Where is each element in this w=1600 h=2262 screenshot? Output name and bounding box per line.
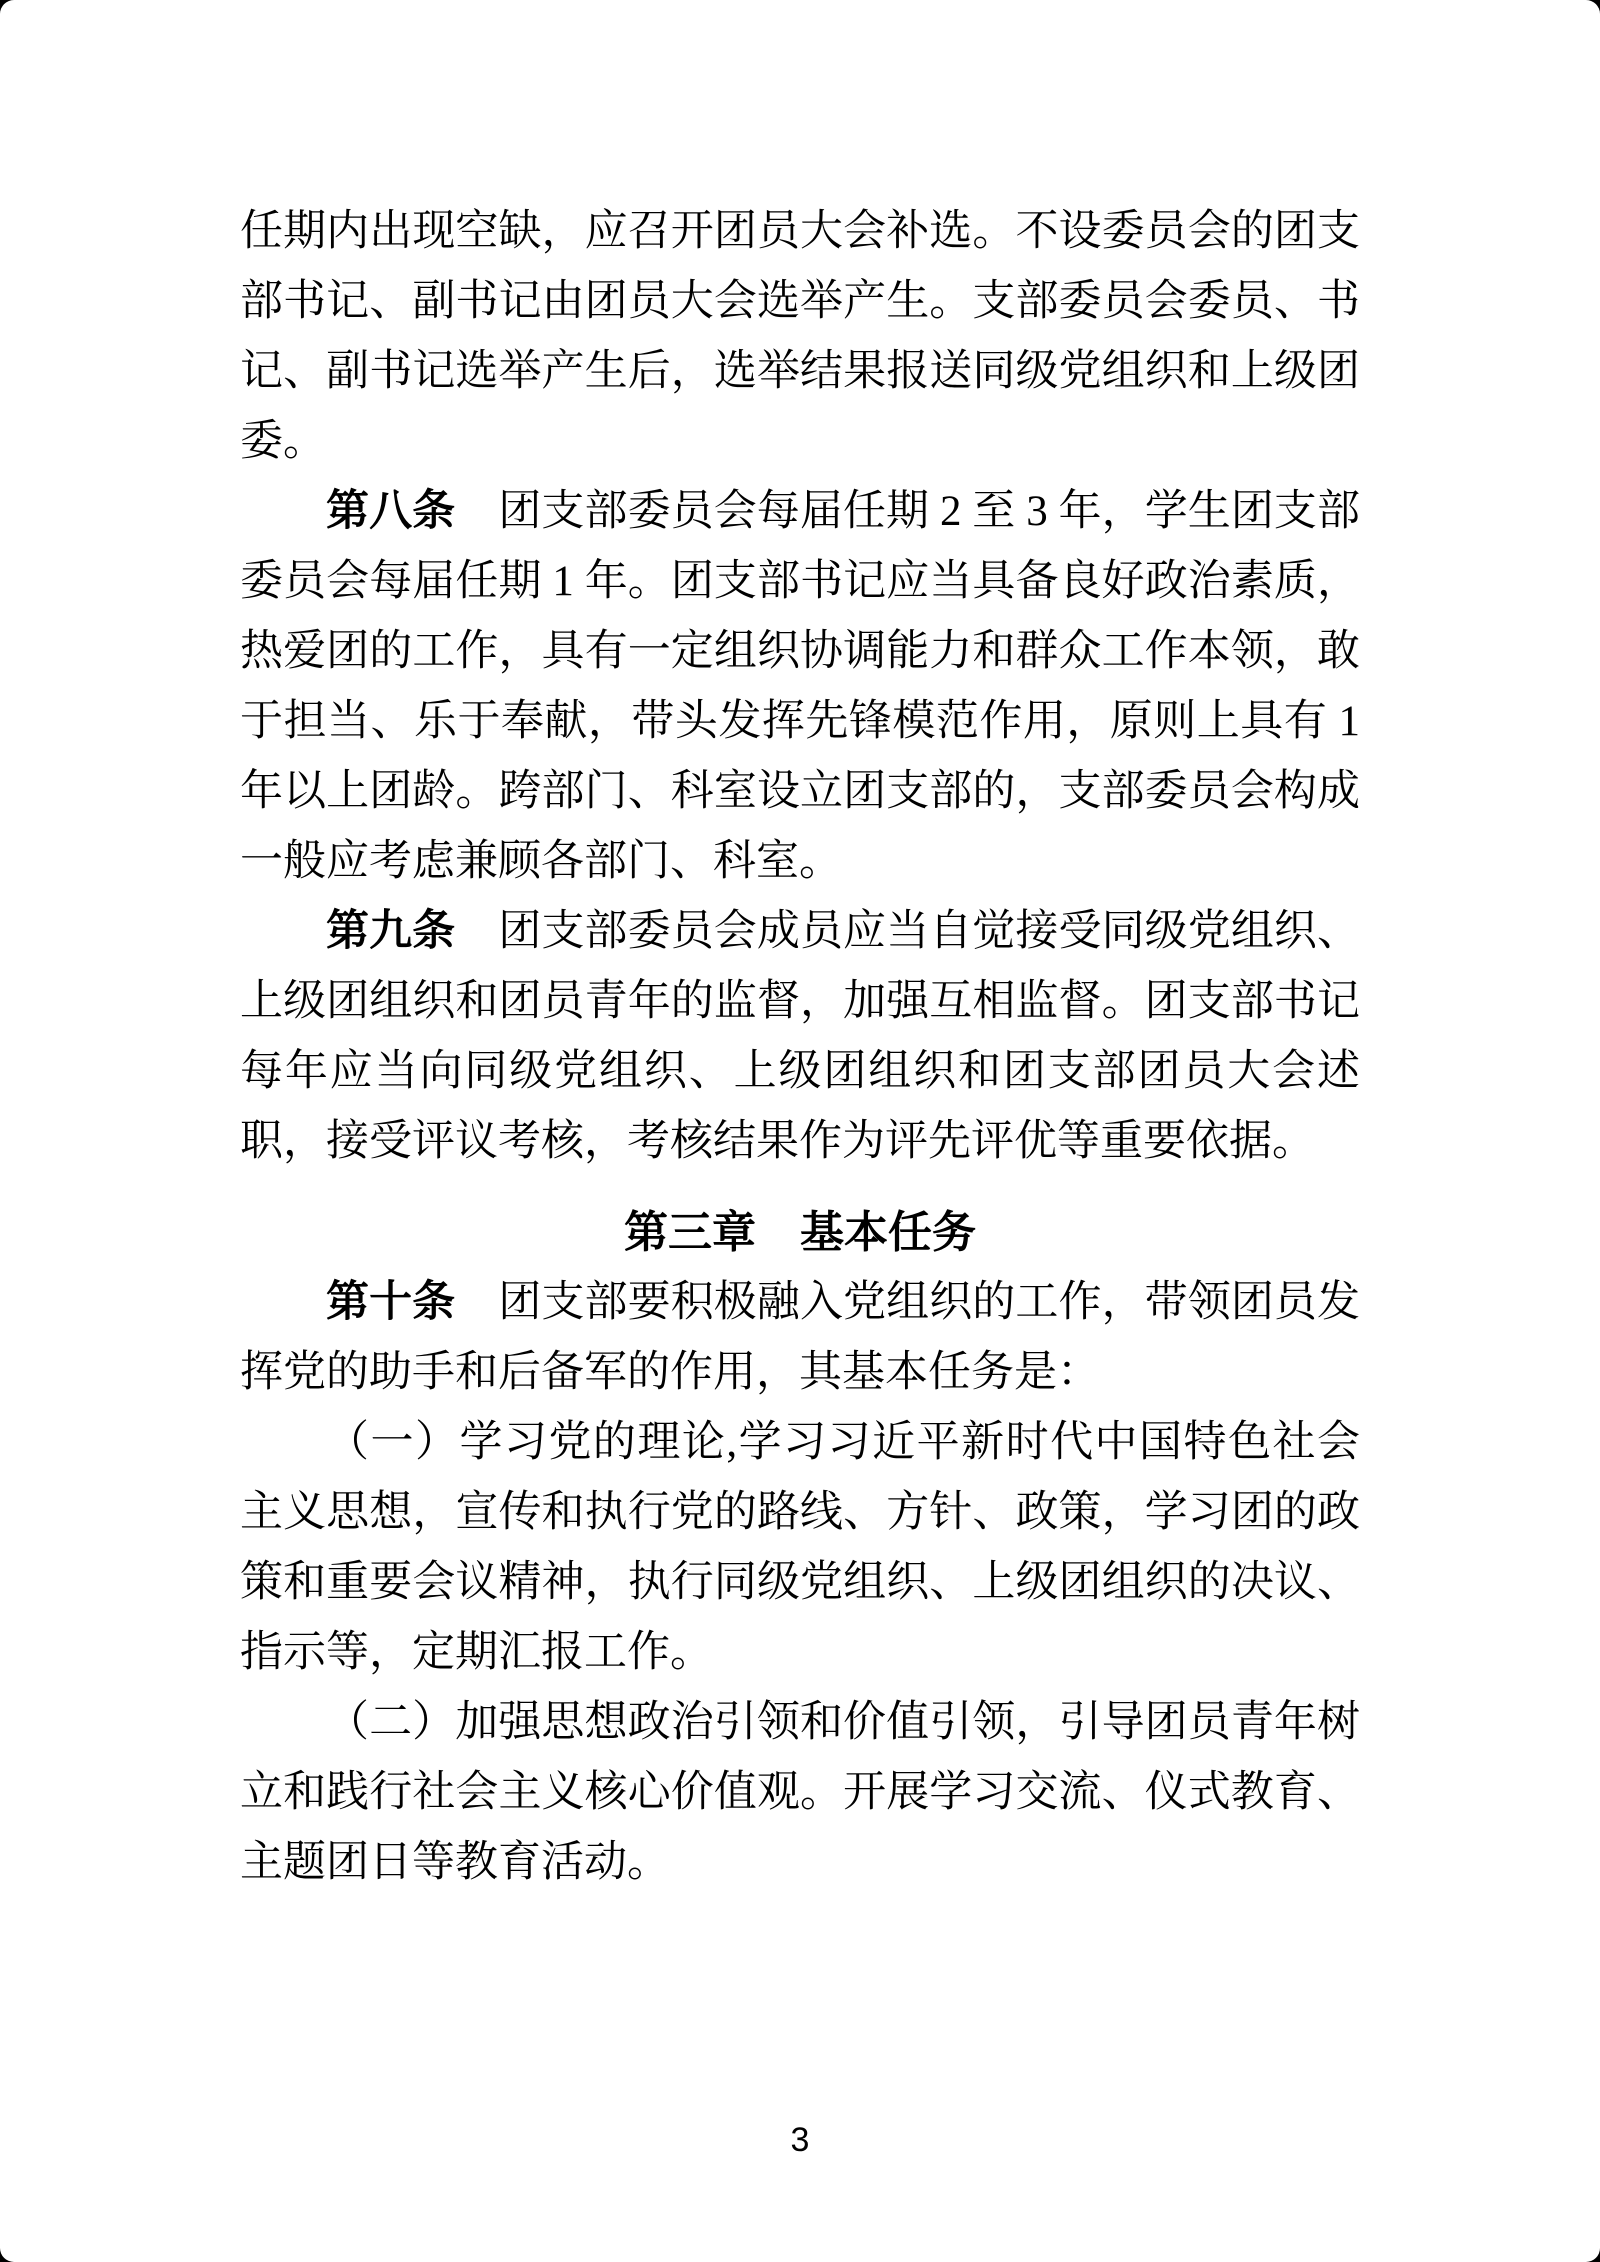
- page-number: 3: [790, 2121, 810, 2159]
- body-paragraph: 任期内出现空缺，应召开团员大会补选。不设委员会的团支部书记、副书记由团员大会选举产生。支部委员会委员、书记、副书记选举产生后，选举结果报送同级党组织和上级团委。: [240, 208, 1360, 465]
- article-paragraph: 第九条 团支部委员会成员应当自觉接受同级党组织、上级团组织和团员青年的监督，加强互相监督。团支部书记每年应当向同级党组织、上级团组织和团支部团员大会述职，接受评议考核，考核结果作为评先评优等重要依据。: [240, 908, 1361, 1165]
- article-number: 第十条: [326, 1279, 456, 1326]
- article-paragraph: 第十条 团支部要积极融入党组织的工作，带领团员发挥党的助手和后备军的作用，其基本任务是：: [240, 1279, 1361, 1396]
- article-number: 第九条: [326, 908, 456, 955]
- body-paragraph: （一）学习党的理论,学习习近平新时代中国特色社会主义思想，宣传和执行党的路线、方针、政策，学习团的政策和重要会议精神，执行同级党组织、上级团组织的决议、指示等，定期汇报工作。: [240, 1419, 1360, 1676]
- article-paragraph: 第八条 团支部委员会每届任期 2 至 3 年，学生团支部委员会每届任期 1 年。团支部书记应当具备良好政治素质，热爱团的工作，具有一定组织协调能力和群众工作本领，敢于担当、乐于奉献，带头发挥先锋模范作用，原则上具有 1 年以上团龄。跨部门、科室设立团支部的，支部委员会构成一般应考虑兼顾各部门、科室。: [240, 488, 1361, 885]
- body-paragraph: （二）加强思想政治引领和价值引领，引导团员青年树立和践行社会主义核心价值观。开展学习交流、仪式教育、主题团日等教育活动。: [240, 1699, 1360, 1886]
- chapter-heading: 第三章 基本任务: [624, 1208, 976, 1257]
- article-number: 第八条: [326, 488, 456, 535]
